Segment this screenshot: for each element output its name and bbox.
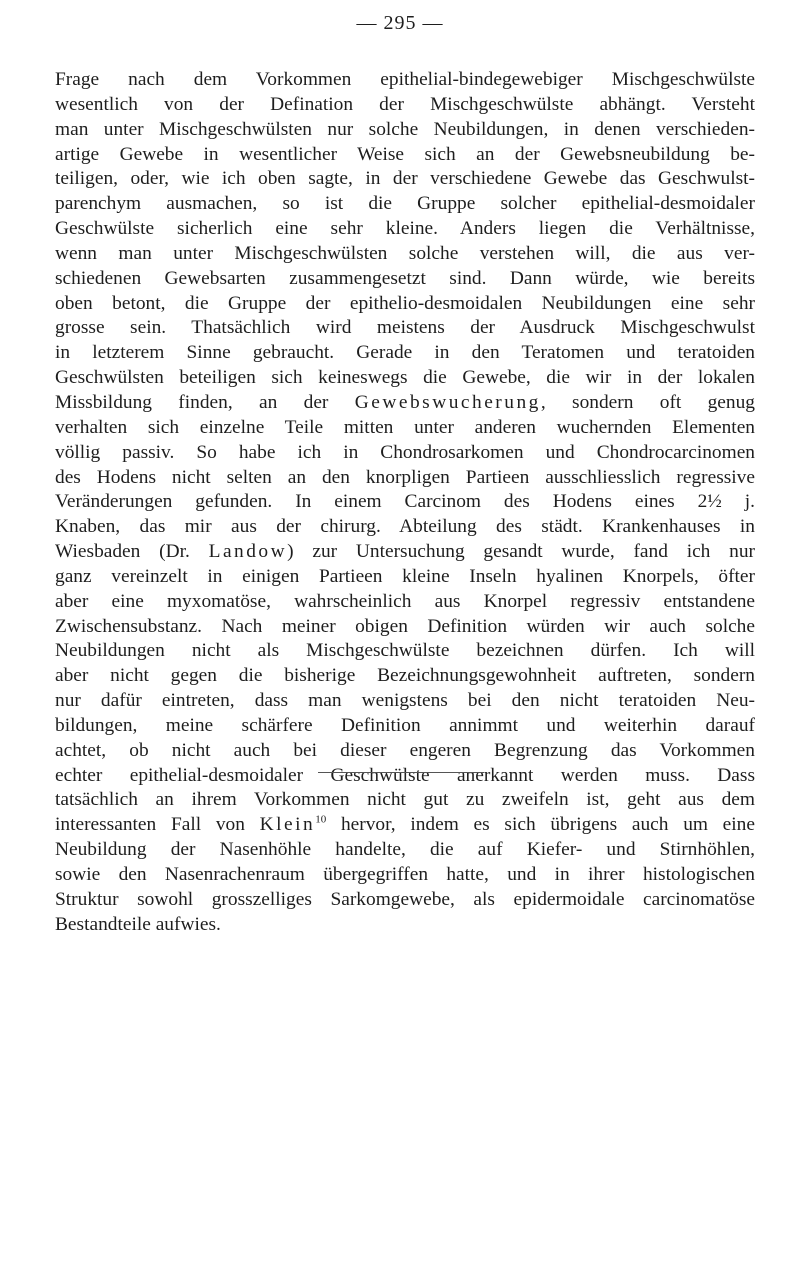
text-line: sowie den Nasenrachenraum übergegriffen hatte, und in ihrer histologischen (55, 864, 755, 885)
text-line: Neubildung der Nasenhöhle handelte, die auf Kiefer- und Stirnhöhlen, (55, 839, 755, 861)
emphasized-term: Gewebswucherung (354, 391, 541, 413)
text-line: echter epithelial-desmoidaler Geschwülste anerkannt werden muss. Dass (55, 764, 755, 786)
text-line: Knaben, das mir aus der chirurg. Abteilung des städt. Krankenhauses in (55, 516, 755, 538)
text-line (55, 813, 755, 838)
text-run: Missbildung finden, an der (55, 391, 355, 413)
text-run: , sondern oft genug (540, 391, 756, 413)
text-line: Struktur sowohl grosszelliges Sarkomgewebe, als epidermoidale carcinomatöse (55, 888, 755, 910)
text-line: man unter Mischgeschwülsten nur solche Neubildungen, in denen verschieden- (55, 118, 755, 140)
text-run: hervor, indem es sich übrigens auch um eine (326, 814, 755, 836)
text-line: wesentlich von der Defination der Mischgeschwülste abhängt. Versteht (55, 93, 755, 115)
text-line: grosse sein. Thatsächlich wird meistens der Ausdruck Mischgeschwulst (55, 317, 755, 339)
section-divider (318, 772, 484, 773)
text-line: wenn man unter Mischgeschwülsten solche verstehen will, die aus ver- (55, 242, 755, 264)
page-number: — 295 — (356, 12, 444, 34)
text-line: Bestandteile aufwies. (55, 913, 221, 935)
text-line: schiedenen Gewebsarten zusammengesetzt sind. Dann würde, wie bereits (55, 267, 755, 289)
text-line: parenchym ausmachen, so ist die Gruppe solcher epithelial-desmoidaler (55, 193, 755, 215)
text-line: oben betont, die Gruppe der epithelio-desmoidalen Neubildungen eine sehr (55, 292, 755, 314)
text-line: aber nicht gegen die bisherige Bezeichnungsgewohnheit auftreten, sondern (55, 665, 755, 687)
text-line: tatsächlich an ihrem Vorkommen nicht gut zu zweifeln ist, geht aus dem (55, 789, 755, 811)
author-name: Klein (259, 814, 316, 836)
text-line: des Hodens nicht selten an den knorpligen Partieen ausschliesslich regressive (55, 466, 755, 488)
text-line: Geschwülsten beteiligen sich keineswegs die Gewebe, die wir in der lokalen (55, 367, 755, 389)
text-line: artige Gewebe in wesentlicher Weise sich an der Gewebsneubildung be- (55, 143, 755, 165)
text-line: achtet, ob nicht auch bei dieser engeren Begrenzung das Vorkommen (55, 739, 755, 761)
text-line: Neubildungen nicht als Mischgeschwülste bezeichnen dürfen. Ich will (55, 640, 755, 662)
text-line (55, 540, 755, 565)
text-line: in letzterem Sinne gebraucht. Gerade in den Teratomen und teratoiden (55, 342, 755, 364)
text-line: bildungen, meine schärfere Definition annimmt und weiterhin darauf (55, 714, 755, 736)
text-line: ganz vereinzelt in einigen Partieen kleine Inseln hyalinen Knorpels, öfter (55, 565, 755, 587)
text-run: ) zur Untersuchung gesandt wurde, fand ich nur (287, 541, 755, 563)
text-line: völlig passiv. So habe ich in Chondrosarkomen und Chondrocarcinomen (55, 441, 755, 463)
text-line: nur dafür eintreten, dass man wenigstens bei den nicht teratoiden Neu- (55, 690, 755, 712)
text-line: teiligen, oder, wie ich oben sagte, in der verschiedene Gewebe das Geschwulst- (55, 168, 755, 190)
text-line: Zwischensubstanz. Nach meiner obigen Definition würden wir auch solche (55, 615, 755, 637)
text-line: Veränderungen gefunden. In einem Carcinom des Hodens eines 2½ j. (55, 491, 755, 513)
text-line: verhalten sich einzelne Teile mitten unter anderen wuchernden Elementen (55, 416, 755, 438)
text-line: Geschwülste sicherlich eine sehr kleine. Anders liegen die Verhältnisse, (55, 218, 755, 240)
text-line: Frage nach dem Vorkommen epithelial-bindegewebiger Mischgeschwülste (55, 69, 755, 90)
text-line: aber eine myxomatöse, wahrscheinlich aus Knorpel regressiv entstandene (55, 590, 755, 612)
footnote-reference: 10 (315, 813, 327, 826)
text-line (55, 391, 755, 416)
author-name: Landow (208, 541, 288, 563)
body-text (55, 68, 755, 938)
text-run: Wiesbaden (Dr. (55, 541, 209, 563)
text-run: interessanten Fall von (55, 814, 260, 836)
